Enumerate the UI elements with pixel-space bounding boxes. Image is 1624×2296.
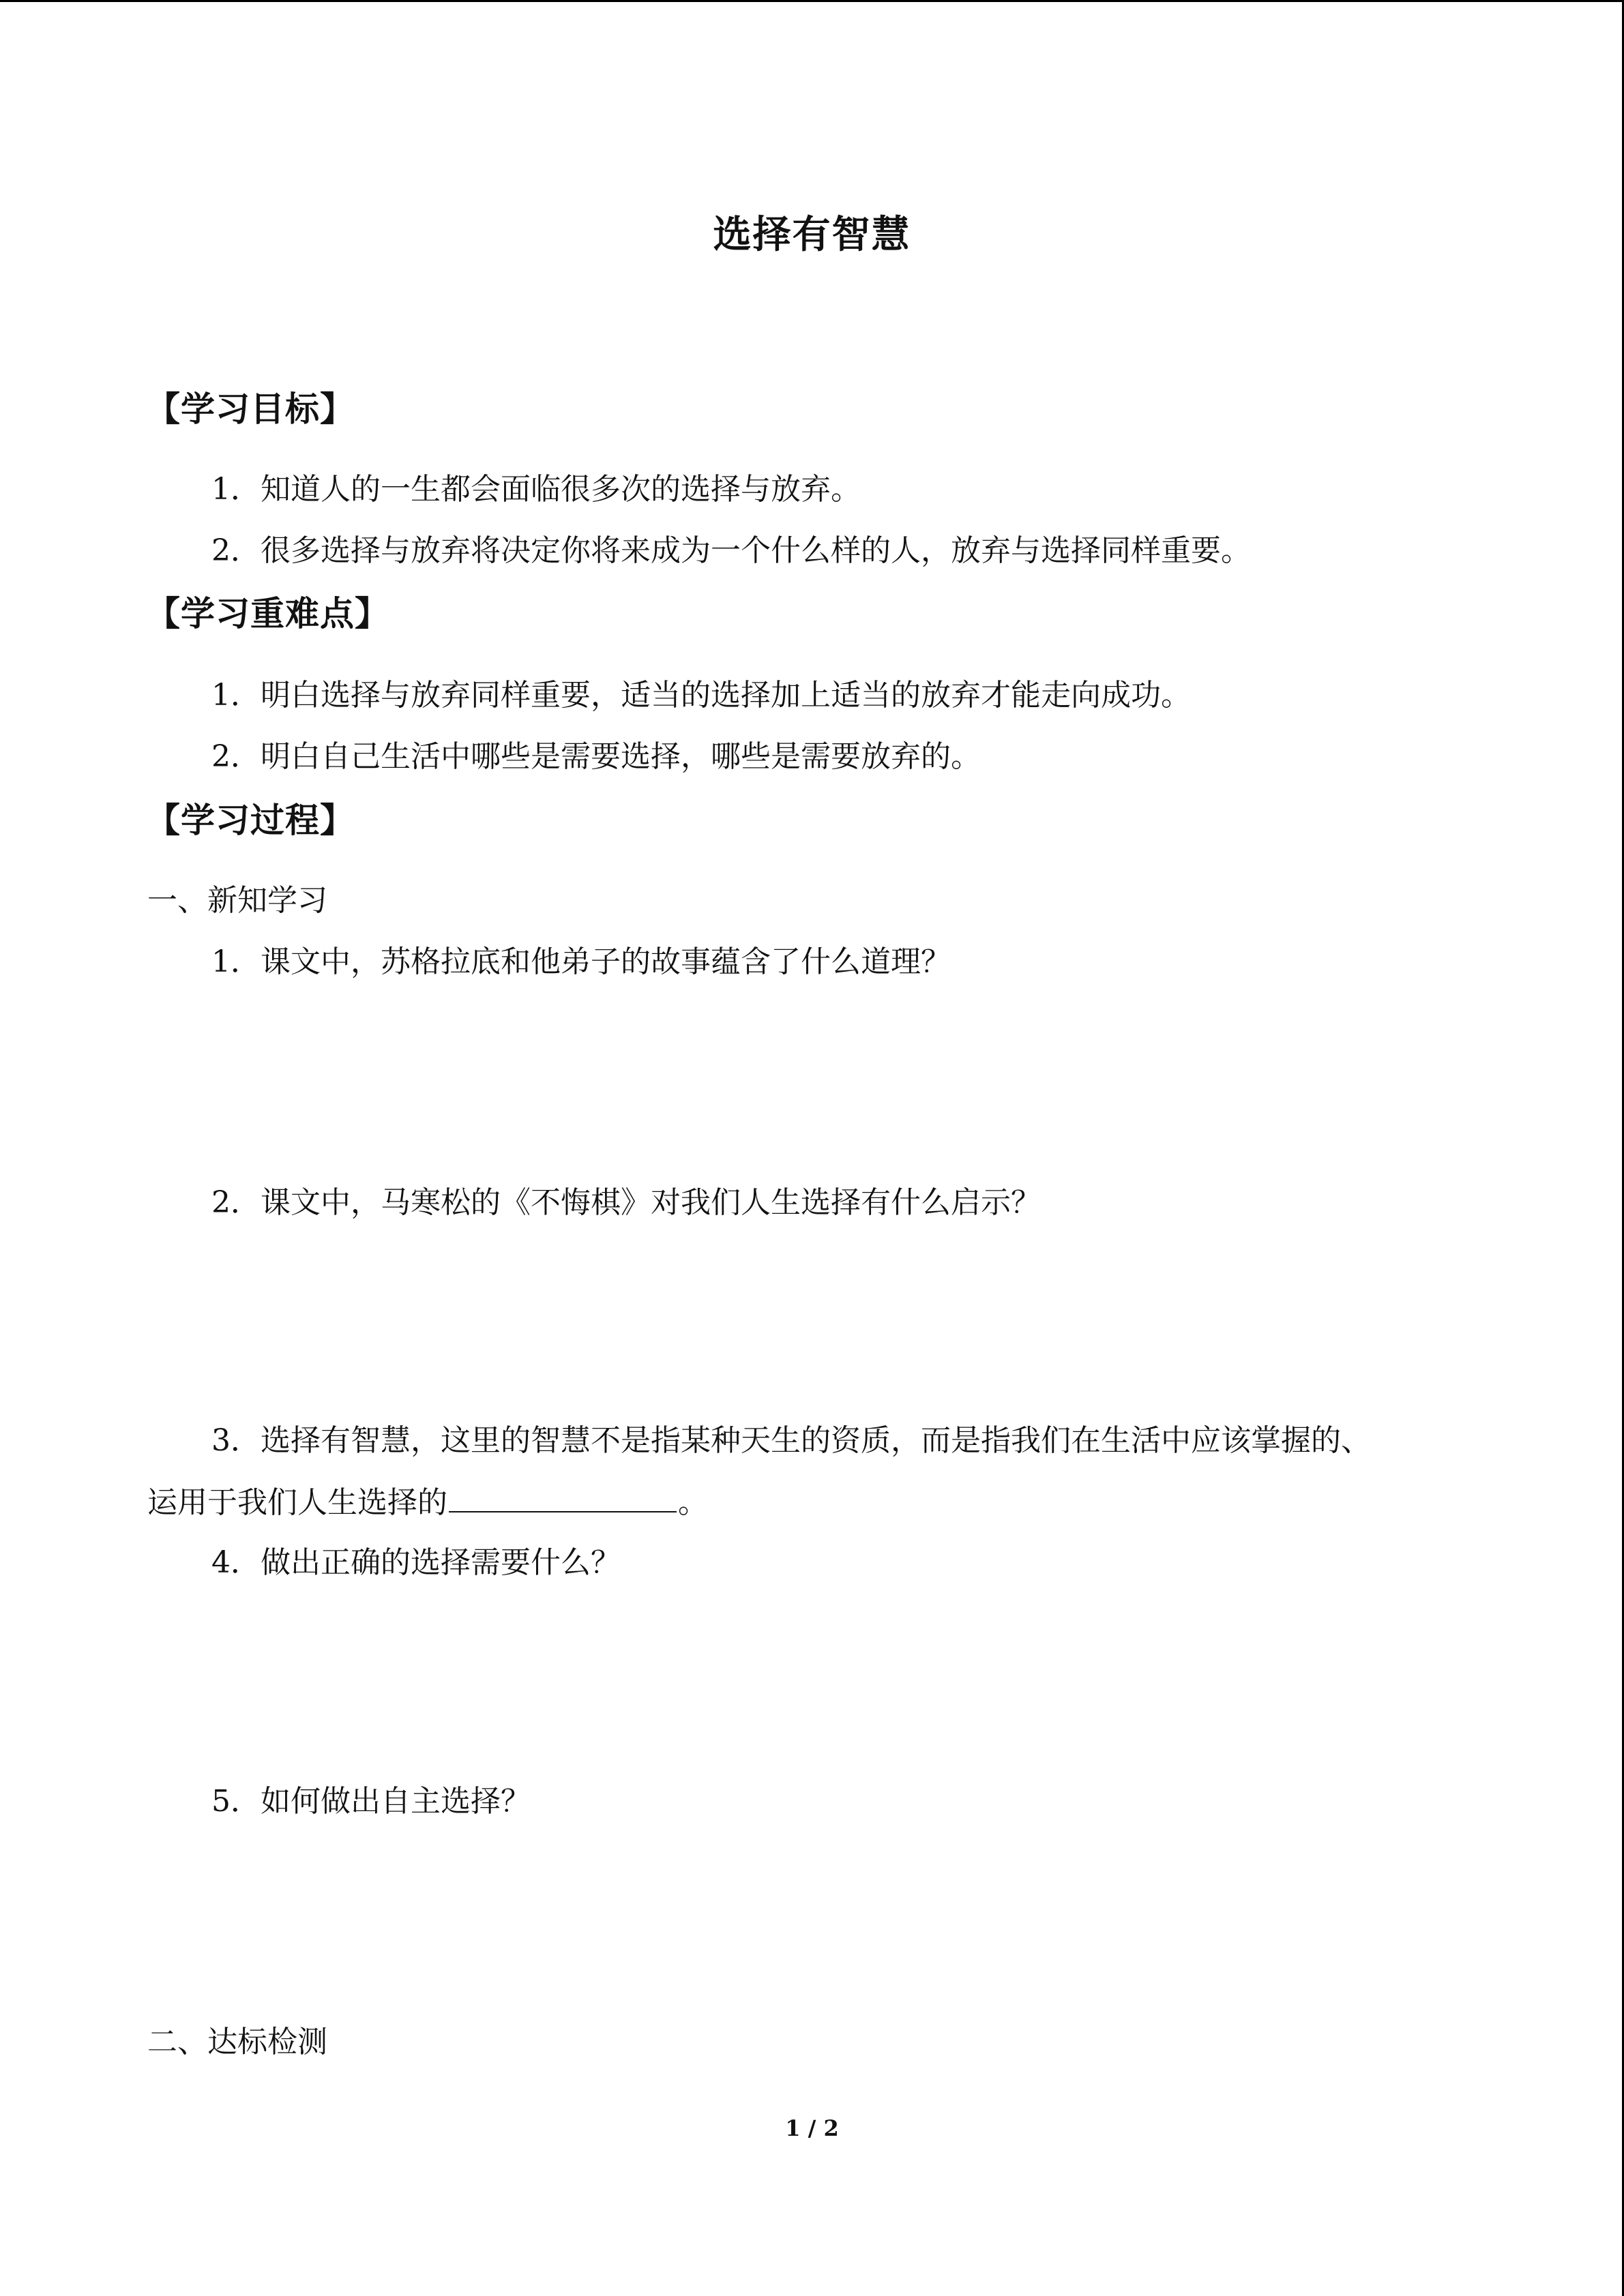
key-point-item-2: 2．明白自己生活中哪些是需要选择，哪些是需要放弃的。 (211, 739, 981, 774)
question-1: 1．课文中，苏格拉底和他弟子的故事蕴含了什么道理？ (211, 944, 951, 979)
question-4: 4．做出正确的选择需要什么？ (211, 1545, 621, 1580)
part2-title: 二、达标检测 (147, 2025, 327, 2059)
page-number: 1 / 2 (785, 2115, 839, 2141)
heading-learning-process: 【学习过程】 (146, 801, 355, 840)
heading-learning-goals: 【学习目标】 (146, 389, 355, 429)
answer-blank[interactable] (449, 1484, 677, 1512)
question-5: 5．如何做出自主选择？ (211, 1784, 531, 1819)
goal-item-1: 1．知道人的一生都会面临很多次的选择与放弃。 (211, 472, 861, 507)
heading-key-points: 【学习重难点】 (146, 594, 389, 633)
goal-item-2: 2．很多选择与放弃将决定你将来成为一个什么样的人，放弃与选择同样重要。 (211, 533, 1251, 568)
question-2: 2．课文中，马寒松的《不悔棋》对我们人生选择有什么启示？ (211, 1185, 1041, 1220)
question-3-end-punctuation: 。 (678, 1485, 708, 1520)
page-title: 选择有智慧 (713, 213, 911, 257)
question-3-continuation-text: 运用于我们人生选择的 (147, 1485, 447, 1520)
page-border-top (0, 0, 1624, 2)
question-3: 3．选择有智慧，这里的智慧不是指某种天生的资质，而是指我们在生活中应该掌握的、 (211, 1423, 1371, 1458)
part1-title: 一、新知学习 (147, 883, 327, 918)
question-3-continuation (147, 1481, 708, 1525)
key-point-item-1: 1．明白选择与放弃同样重要，适当的选择加上适当的放弃才能走向成功。 (211, 678, 1191, 713)
